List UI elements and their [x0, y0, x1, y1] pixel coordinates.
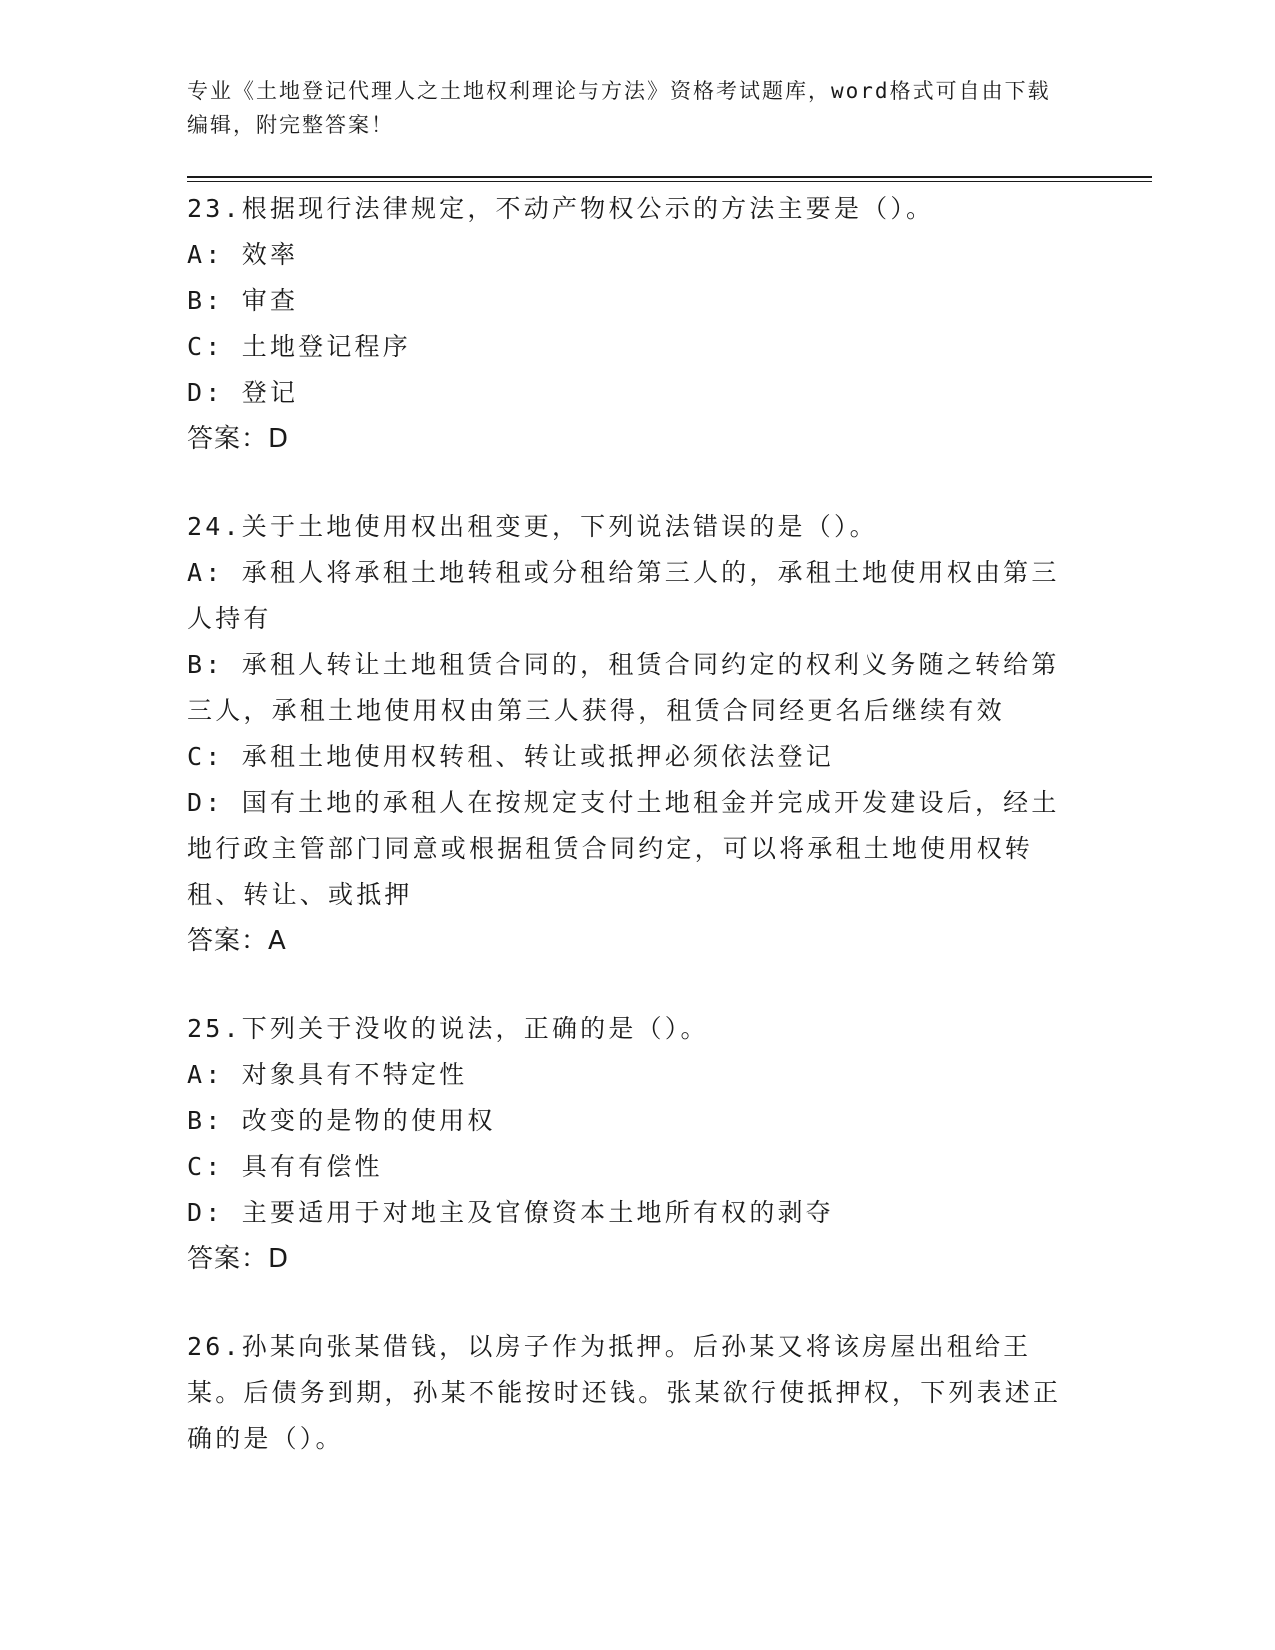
question-25: [187, 1006, 1077, 1282]
option-b: B: 改变的是物的使用权: [187, 1106, 496, 1135]
option-a: A: 对象具有不特定性: [187, 1060, 468, 1089]
option-c: C: 承租土地使用权转租、转让或抵押必须依法登记: [187, 742, 834, 771]
option-d: D: 国有土地的承租人在按规定支付土地租金并完成开发建设后，经土地行政主管部门同意或根据租赁合同约定，可以将承租土地使用权转租、转让、或抵押: [187, 788, 1060, 909]
answer-label: 答案：D: [187, 1244, 290, 1274]
header-divider-thick: [187, 176, 1152, 178]
question-list: [187, 186, 1077, 1504]
question-stem: 23.根据现行法律规定，不动产物权公示的方法主要是（）。: [187, 194, 935, 223]
option-d: D: 主要适用于对地主及官僚资本土地所有权的剥夺: [187, 1198, 834, 1227]
question-stem: 26.孙某向张某借钱，以房子作为抵押。后孙某又将该房屋出租给王某。后债务到期，孙某不能按时还钱。张某欲行使抵押权，下列表述正确的是（）。: [187, 1332, 1062, 1453]
question-stem: 24.关于土地使用权出租变更，下列说法错误的是（）。: [187, 512, 878, 541]
question-stem: 25.下列关于没收的说法，正确的是（）。: [187, 1014, 709, 1043]
answer-label: 答案：A: [187, 926, 287, 956]
option-d: D: 登记: [187, 378, 299, 407]
option-c: C: 具有有偿性: [187, 1152, 383, 1181]
answer-label: 答案：D: [187, 424, 290, 454]
option-a: A: 承租人将承租土地转租或分租给第三人的，承租土地使用权由第三人持有: [187, 558, 1060, 633]
document-header: 专业《土地登记代理人之土地权利理论与方法》资格考试题库，word格式可自由下载编辑，附完整答案！: [187, 79, 1051, 137]
option-c: C: 土地登记程序: [187, 332, 411, 361]
question-24: [187, 504, 1077, 964]
option-a: A: 效率: [187, 240, 299, 269]
header-divider-thin: [187, 181, 1152, 182]
question-26: [187, 1324, 1077, 1462]
option-b: B: 承租人转让土地租赁合同的，租赁合同约定的权利义务随之转给第三人，承租土地使用权由第三人获得，租赁合同经更名后继续有效: [187, 650, 1060, 725]
question-23: [187, 186, 1077, 462]
option-b: B: 审查: [187, 286, 299, 315]
